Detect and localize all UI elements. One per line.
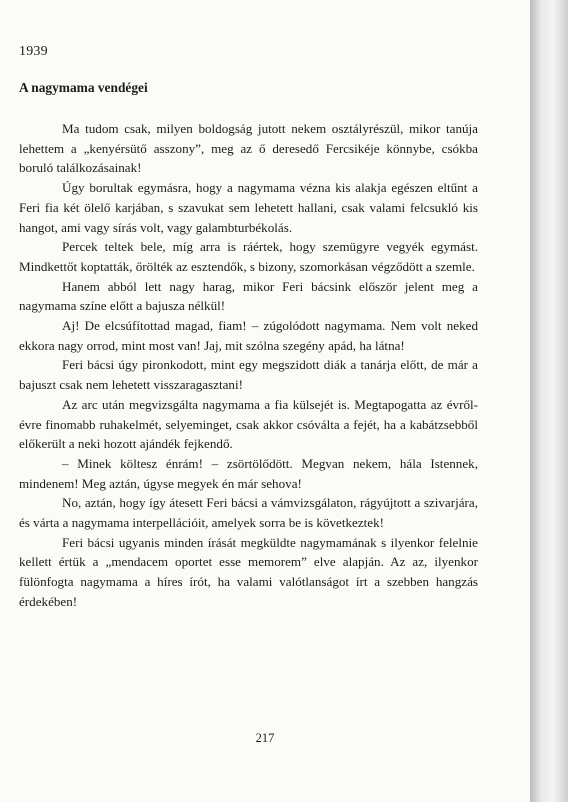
chapter-title: A nagymama vendégei bbox=[19, 80, 148, 95]
body-text bbox=[19, 119, 478, 612]
book-gutter bbox=[530, 0, 568, 802]
paragraph: Ma tudom csak, milyen boldogság jutott nekem osztályrészül, mikor tanúja lehettem a „kenyérsütő asszony”, meg az ő deresedő Fercsikéje könnybe, csókba boruló találkozásainak! bbox=[19, 121, 478, 176]
paragraph: – Minek költesz énrám! – zsörtölődött. Megvan nekem, hála Istennek, mindenem! Meg aztán, úgyse megyek én már sehova! bbox=[19, 455, 478, 491]
paragraph: Úgy borultak egymásra, hogy a nagymama vézna kis alakja egészen eltűnt a Feri fia két ölelő karjában, s szavukat sem lehetett hallani, csak valami felcsukló kis hangot, ami vagy sírás volt, vagy galambturbékolás. bbox=[19, 180, 478, 235]
paragraph: Hanem abból lett nagy harag, mikor Feri bácsink először jelent meg a nagymama színe előtt a bajusza nélkül! bbox=[19, 278, 478, 314]
paragraph: Percek teltek bele, míg arra is ráértek, hogy szemügyre vegyék egymást. Mindkettőt koptatták, őrölték az esztendők, s bizony, szomorkásan végződött a szemle. bbox=[19, 239, 478, 274]
paragraph: Az arc után megvizsgálta nagymama a fia külsejét is. Megtapogatta az évről-évre finomabb ruhakelmét, selyeminget, csak akkor csóválta a fejét, ha a kabátzsebből előkerült a neki hozott ajándék fejkendő. bbox=[19, 396, 478, 452]
paragraph: Feri bácsi ugyanis minden írását megküldte nagymamának s ilyenkor felelnie kellett értük a „mendacem oportet esse memorem” elve alapján. Az az, ilyenkor fülönfogta nagymama a híres írót, ha valami valótlanságot írt a szebben hangzás érdekében! bbox=[19, 534, 478, 609]
page-number: 217 bbox=[255, 731, 275, 745]
year-heading: 1939 bbox=[19, 44, 48, 59]
paragraph: Feri bácsi úgy pironkodott, mint egy megszidott diák a tanárja előtt, de már a bajuszt csak nem lehetett visszaragasztani! bbox=[19, 357, 478, 393]
paragraph: Aj! De elcsúfítottad magad, fiam! – zúgolódott nagymama. Nem volt neked ekkora nagy orrod, mint most van! Jaj, mit szólna szegény apád, ha látna! bbox=[19, 318, 478, 353]
paragraph: No, aztán, hogy így átesett Feri bácsi a vámvizsgálaton, rágyújtott a szivarjára, és várta a nagymama interpellációit, amelyek sorra be is következtek! bbox=[19, 495, 478, 531]
